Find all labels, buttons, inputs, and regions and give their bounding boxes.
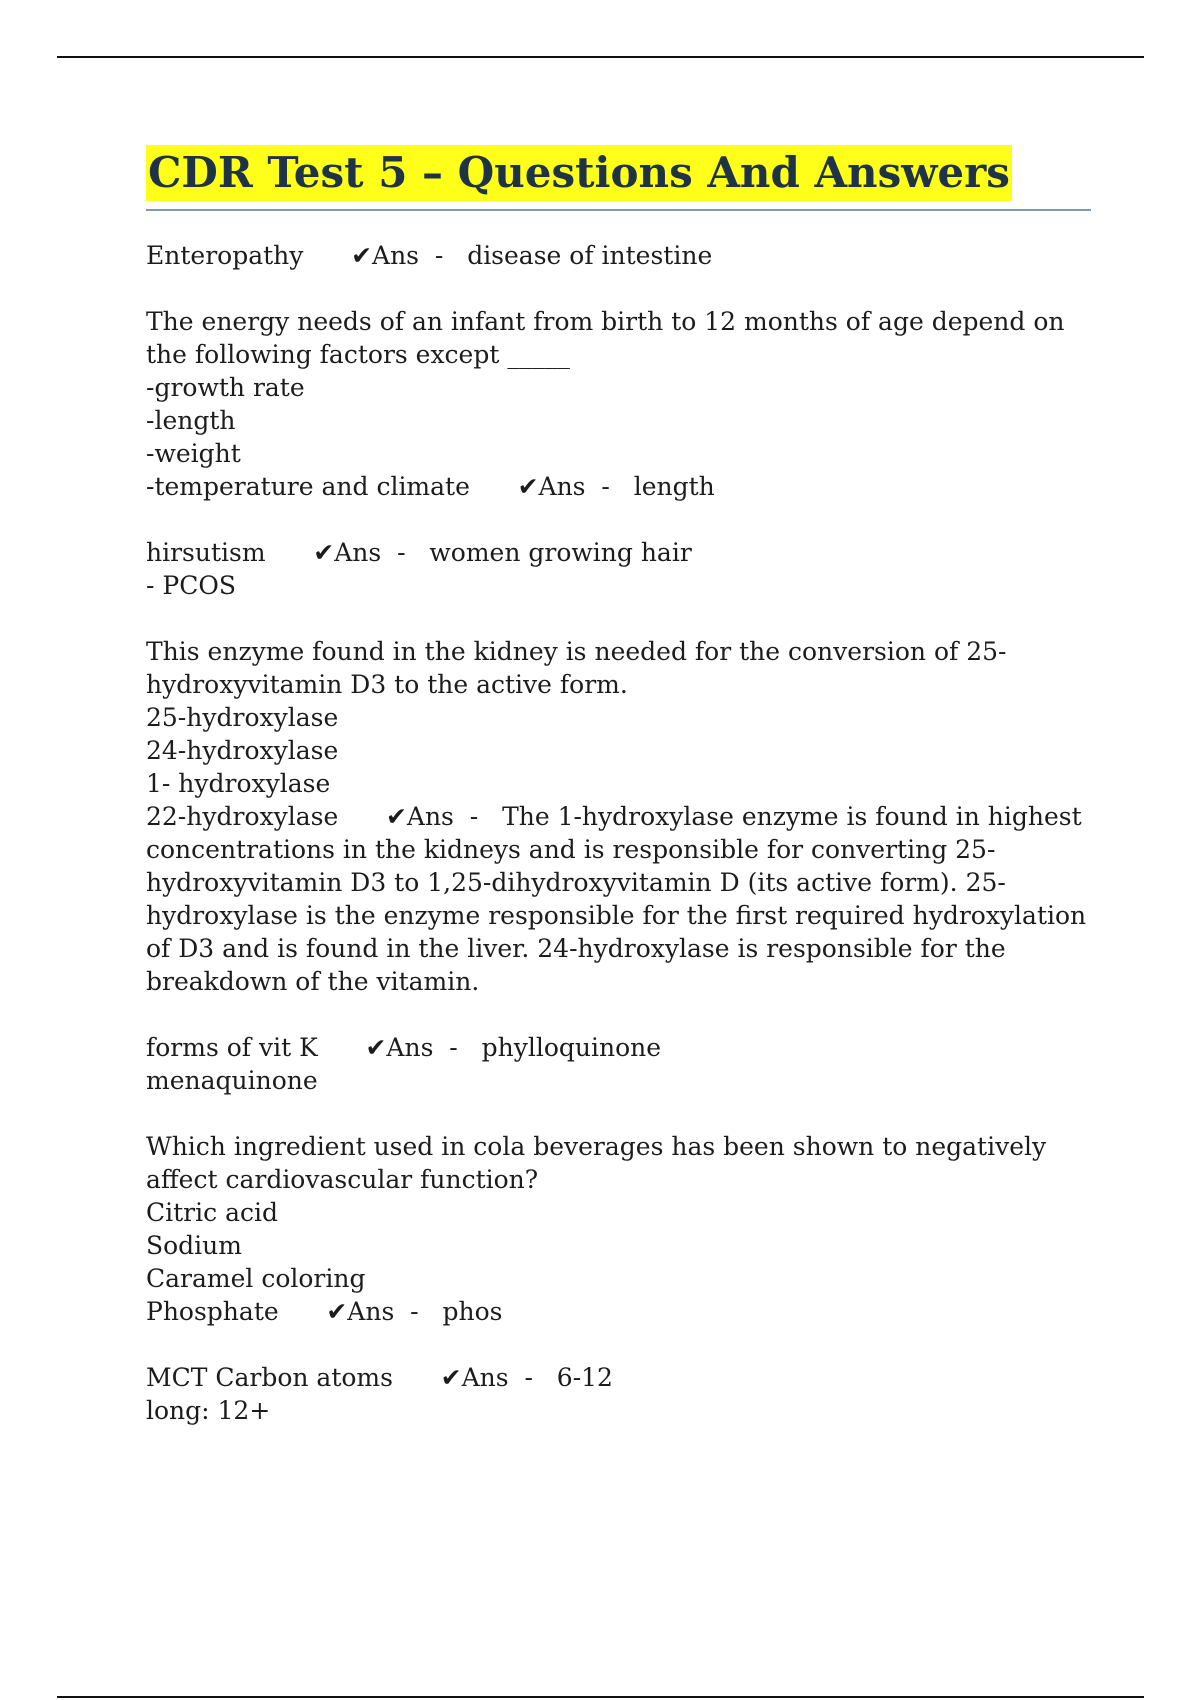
question-text: forms of vit K [146, 1033, 318, 1062]
title-block [146, 145, 1091, 211]
answer-marker: ✔Ans - [326, 1297, 443, 1326]
top-rule [57, 56, 1144, 58]
qa-item [146, 635, 1095, 998]
question-answer-line [146, 1295, 1091, 1328]
answer-text: phylloquinone [481, 1033, 662, 1062]
answer-continuation: menaquinone [146, 1066, 318, 1095]
answer-text: 6-12 [556, 1363, 613, 1392]
option-line: 24-hydroxylase [146, 736, 339, 765]
question-answer-line [146, 1031, 1091, 1064]
option-line: -weight [146, 439, 241, 468]
question-answer-line [146, 470, 1091, 503]
page-title: CDR Test 5 – Questions And Answers [146, 145, 1012, 201]
qa-item [146, 1130, 1091, 1328]
bottom-rule [57, 1696, 1144, 1698]
document-body [146, 145, 1095, 1460]
answer-marker: ✔Ans - [517, 472, 634, 501]
question-answer-line [146, 800, 1095, 998]
option-line: Phosphate [146, 1297, 279, 1326]
option-line: Citric acid [146, 1198, 278, 1227]
qa-item [146, 1031, 1091, 1097]
question-text: MCT Carbon atoms [146, 1363, 393, 1392]
answer-marker: ✔Ans - [365, 1033, 482, 1062]
option-line: 22-hydroxylase [146, 802, 339, 831]
answer-text: length [633, 472, 715, 501]
question-answer-line [146, 239, 1091, 272]
option-line: -length [146, 406, 236, 435]
question-answer-line [146, 1361, 1091, 1394]
qa-list [146, 239, 1095, 1427]
qa-item [146, 239, 1091, 272]
answer-text: phos [442, 1297, 503, 1326]
question-answer-line [146, 536, 1091, 569]
answer-text: women growing hair [429, 538, 692, 567]
answer-marker: ✔Ans - [351, 241, 468, 270]
qa-item [146, 305, 1091, 503]
option-line: -temperature and climate [146, 472, 470, 501]
qa-item [146, 536, 1091, 602]
answer-continuation: - PCOS [146, 571, 236, 600]
answer-marker: ✔Ans - [313, 538, 430, 567]
answer-text: disease of intestine [467, 241, 713, 270]
question-text: Enteropathy [146, 241, 304, 270]
option-line: 1- hydroxylase [146, 769, 331, 798]
question-text: This enzyme found in the kidney is needed for the conversion of 25-hydroxyvitamin D3 to the active form. [146, 637, 1007, 699]
qa-item [146, 1361, 1091, 1427]
answer-continuation: long: 12+ [146, 1396, 271, 1425]
answer-text: The 1-hydroxylase enzyme is found in highest concentrations in the kidneys and is responsible for converting 25-hydroxyvitamin D3 to 1,25-dihydroxyvitamin D (its active form). 25-hydroxylase is the enzyme responsible for the first required hydroxylation of D3 and is found in the liver. 24-hydroxylase is responsible for the breakdown of the vitamin. [146, 802, 1095, 996]
option-line: Caramel coloring [146, 1264, 366, 1293]
option-line: -growth rate [146, 373, 305, 402]
question-text: The energy needs of an infant from birth to 12 months of age depend on the following factors except _____ [146, 307, 1073, 369]
answer-marker: ✔Ans - [440, 1363, 557, 1392]
option-line: 25-hydroxylase [146, 703, 339, 732]
question-text: hirsutism [146, 538, 266, 567]
option-line: Sodium [146, 1231, 242, 1260]
answer-marker: ✔Ans - [385, 802, 503, 831]
question-text: Which ingredient used in cola beverages has been shown to negatively affect cardiovascular function? [146, 1132, 1055, 1194]
